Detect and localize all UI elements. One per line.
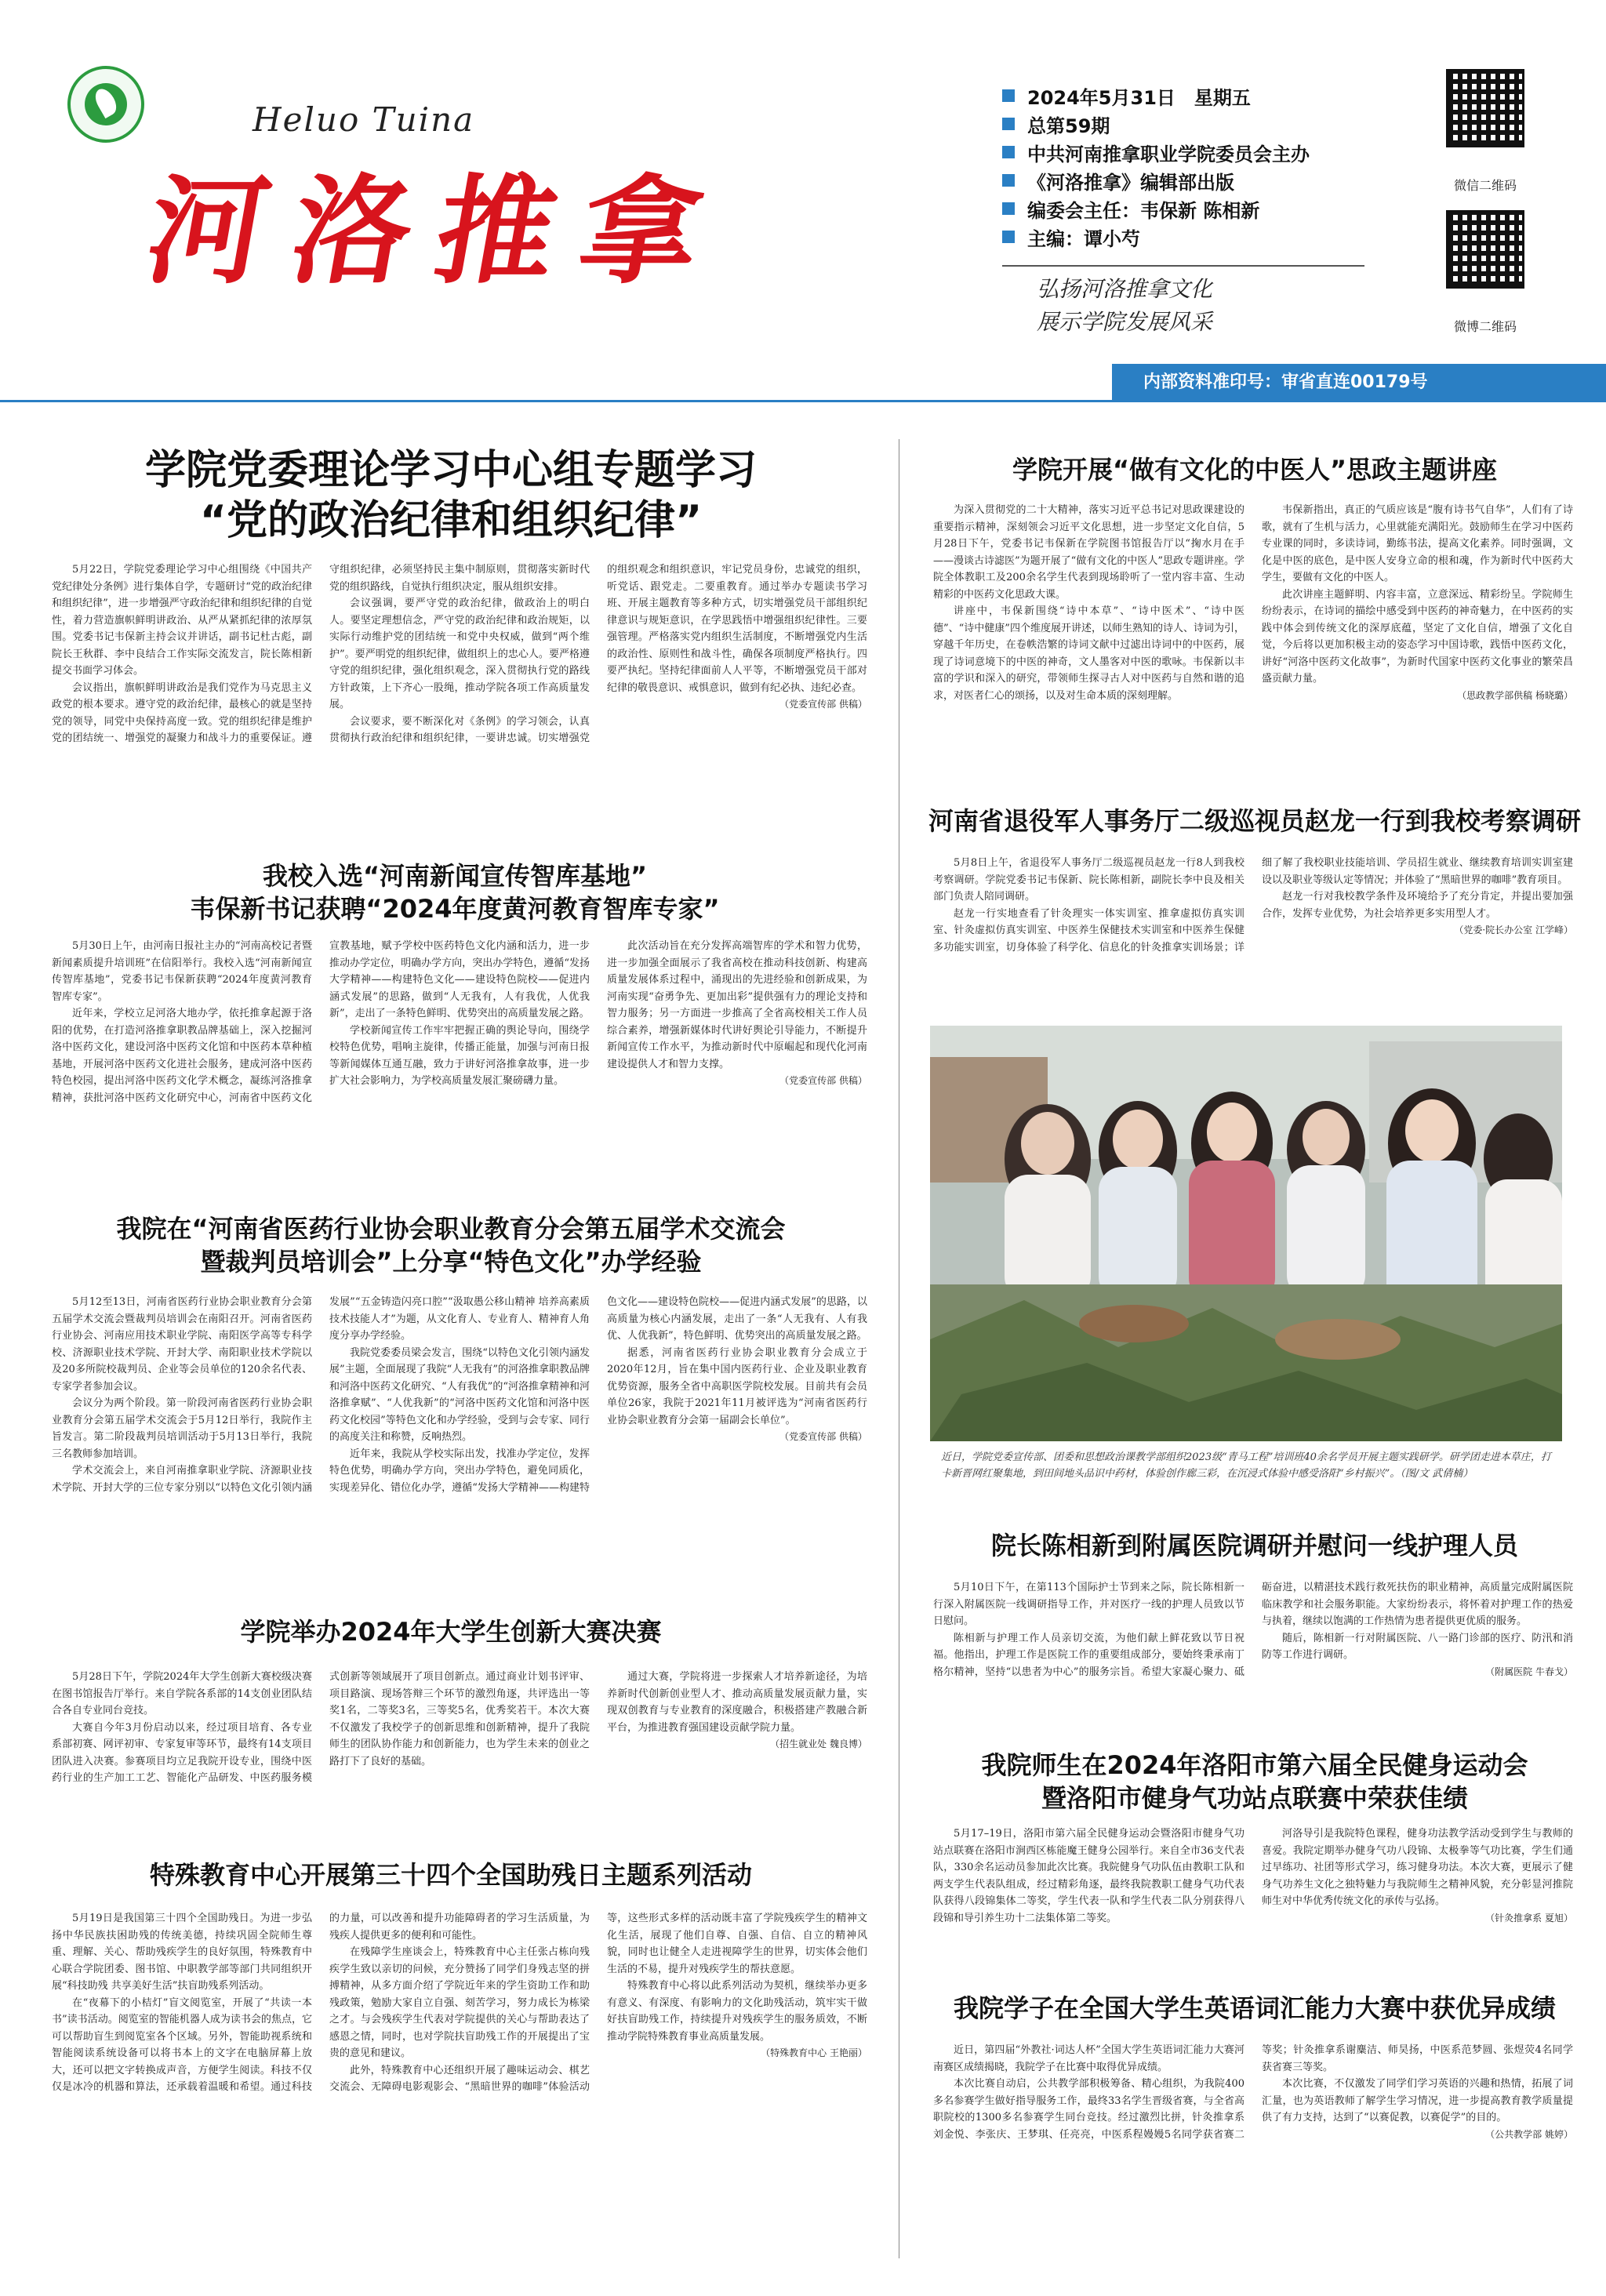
students-herbs-photo	[930, 1026, 1562, 1441]
article-title: 特殊教育中心开展第三十四个全国助残日主题系列活动	[149, 1860, 752, 1890]
photo-caption: 近日，学院党委宣传部、团委和思想政治课教学部组织2023级“青马工程”培训班40余名学员开展主题实践研学。研学团走进本草庄，打卡新晋网红聚集地，到田间地头品识中药材，体验创作廊三彩，在沉浸式体验中感受洛阳“乡村振兴”。（图/文 武倩楠）	[941, 1451, 1551, 1480]
wechat-qr-code[interactable]	[1446, 69, 1524, 147]
weibo-qr-code[interactable]	[1446, 210, 1524, 289]
article-body: 5月30日上午，由河南日报社主办的“河南高校记者暨新闻素质提升培训班”在信阳举行。我校入选“河南新闻宣传智库基地”，党委书记韦保新获聘“2024年度黄河教育智库专家”。 近年来，学校立足河洛大地办学，依托推拿起源于洛阳的优势，在打造河洛推拿职教品牌基础上，深入挖掘河洛中医药文化，建设河洛中医药文化馆和中医药本草种植基地，开展河洛中医药文化进社会服务，建成河洛中医药特色校园，提出河洛中医药文化学术概念，凝练河洛推拿精神，获批河洛中医药文化研究中心，河南省中医药文化宣教基地，赋予学校中医药特色文化内涵和活力，进一步推动办学定位，明确办学方向，突出办学特色，遵循“发扬大学精神——构建特色文化——建设特色院校——促进内涵式发展”的思路，做到“人无我有，人有我优，人优我新”，走出了一条特色鲜明、优势突出的高质量发展之路。 学校新闻宣传工作牢牢把握正确的舆论导向，围绕学校特色优势，唱响主旋律，传播正能量，加强与河南日报等新闻媒体互通互融，致力于讲好河洛推拿故事，进一步扩大社会影响力，为学校高质量发展汇聚磅礴力量。 此次活动旨在充分发挥高端智库的学术和智力优势，进一步加强全面展示了我省高校在推动科技创新、构建高质量发展体系过程中，涌现出的先进经验和创新成果，为河南实现“奋勇争先、更加出彩”提供强有力的理论支持和智力服务；另一方面进一步推高了全省高校相关工作人员综合素养，增强新媒体时代讲好舆论引导能力，不断提升新闻宣传工作水平，为推动新时代中原崛起和现代化河南建设提供人才和智力支撑。 （党委宣传部 供稿）	[52, 940, 867, 1104]
slogan-divider	[1002, 265, 1364, 267]
article-title: 院长陈相新到附属医院调研并慰问一线护理人员	[990, 1531, 1518, 1560]
bullet-square-icon	[1002, 89, 1015, 102]
masthead-meta	[1002, 82, 1310, 251]
article-title: 学院党委理论学习中心组专题学习 “党的政治纪律和组织纪律”	[144, 447, 757, 544]
wechat-qr-label: 微信二维码	[1453, 178, 1517, 193]
meta-chief-editor: 主编：谭小芍	[1002, 223, 1310, 251]
masthead-title: 河洛推拿	[136, 162, 739, 300]
college-logo	[67, 66, 144, 143]
meta-sponsor: 中共河南推拿职业学院委员会主办	[1002, 138, 1310, 166]
bullet-square-icon	[1002, 146, 1015, 158]
bullet-square-icon	[1002, 118, 1015, 130]
article-title: 我院学子在全国大学生英语词汇能力大赛中获优异成绩	[953, 1993, 1556, 2023]
article-body: 5月17–19日，洛阳市第六届全民健身运动会暨洛阳市健身气功站点联赛在洛阳市涧西区栋能魔王健身公园举行。来自全市36支代表队，330余名运动员参加此次比赛。我院健身气功队伍由教职工队和两支学生代表队组成，经过精彩角逐，最终我院教职工健身气功代表队获得八段锦集体二等奖，学生代表一队和学生代表二队分别获得八段锦和导引养生功十二法集体第二等奖。 河洛导引是我院特色课程，健身功法教学活动受到学生与教师的喜爱。我院定期举办健身气功八段锦、太极拳等气功比赛，学生们通过早练功、社团等形式学习，练习健身功法。本次大赛，更展示了健身气功养生文化之独特魅力与我院师生之精神风貌，充分彰显河推院师生对中华优秀传统文化的承传与弘扬。 （针灸推拿系 夏旭）	[933, 1828, 1573, 1924]
article-body: 近日，第四届“外教社·词达人杯”全国大学生英语词汇能力大赛河南赛区成绩揭晓，我院学子在比赛中取得优异成绩。 本次比赛自动启，公共教学部积极筹备、精心组织，为我院400多名参赛学生做好指导服务工作，最终33名学生晋级省赛，与全省高职院校的1300多名参赛学生同台竞技。经过激烈比拼，针灸推拿系刘金悦、李张庆、王梦琪、任亮亮，中医系程嫚嫚5名同学获省赛二等奖；针灸推拿系谢麋洁、师昊扬，中医系范梦圆、张煜荧4名同学获省赛三等奖。 本次比赛，不仅激发了同学们学习英语的兴趣和热情，拓展了词汇量，也为英语教师了解学生学习情况，进一步提高教育教学质量提供了有力支持，达到了“以赛促教，以赛促学”的目的。 （公共教学部 姚婷）	[933, 2044, 1573, 2141]
masthead-pinyin: Heluo Tuina	[253, 100, 475, 139]
slogan: 弘扬河洛推拿文化 展示学院发展风采	[1037, 276, 1213, 335]
permit-bar: 内部资料准印号：审省直连00179号	[1112, 364, 1606, 401]
article-title: 我院师生在2024年洛阳市第六届全民健身运动会 暨洛阳市健身气功站点联赛中荣获佳绩	[981, 1750, 1528, 1813]
article-title: 我院在“河南省医药行业协会职业教育分会第五届学术交流会 暨裁判员培训会”上分享“特色文化”办学经验	[116, 1214, 786, 1277]
article-title: 我校入选“河南新闻宣传智库基地” 韦保新书记获聘“2024年度黄河教育智库专家”	[190, 861, 720, 924]
article-body: 5月22日，学院党委理论学习中心组围绕《中国共产党纪律处分条例》进行集体自学，专题研讨“党的政治纪律和组织纪律”，进一步增强严守政治纪律和组织纪律的自觉性，着力营造旗帜鲜明讲政治、从严从紧抓纪律的浓厚氛围。党委书记韦保新主持会议并讲话，副书记杜古彪，副院长王秋群、李中良结合工作实际交流发言，院长陈相新提交书面学习体会。 会议指出，旗帜鲜明讲政治是我们党作为马克思主义政党的根本要求。遵守党的政治纪律，最核心的就是坚持党的领导，同党中央保持高度一致。党的组织纪律是维护党的团结统一、增强党的凝聚力和战斗力的重要保证。遵守组织纪律，必须坚持民主集中制原则，贯彻落实新时代党的组织路线，自觉执行组织决定，服从组织安排。 会议强调，要严守党的政治纪律，做政治上的明白人。要坚定理想信念，严守党的政治纪律和政治规矩，以实际行动维护党的团结统一和党中央权威，做到“两个维护”。要严明党的组织纪律，做组织上的忠心人。要严格遵守党的组织纪律，强化组织观念，深入贯彻执行党的路线方针政策，上下齐心一股绳，推动学院各项工作高质量发展。 会议要求，要不断深化对《条例》的学习领会，认真贯彻执行政治纪律和组织纪律，一要讲忠诚。切实增强党的组织观念和组织意识，牢记党员身份，忠诚党的组织，听党话、跟党走。二要重教育。通过举办专题读书学习班、开展主题教育等多种方式，切实增强党员干部组织纪律意识与规矩意识，在学思践悟中增强组织纪律性。三要强管理。严格落实党内组织生活制度，不断增强党内生活的政治性、原则性和战斗性，确保各项制度严格执行。四要严执纪。坚持纪律面前人人平等，不断增强党员干部对纪律的敬畏意识、戒惧意识，做到有纪必执、违纪必查。 （党委宣传部 供稿）	[52, 564, 867, 744]
article-body: 5月8日上午，省退役军人事务厅二级巡视员赵龙一行8人到我校考察调研。学院党委书记韦保新、院长陈相新，副院长李中良及相关部门负责人陪同调研。 赵龙一行实地查看了针灸理实一体实训室、推拿虚拟仿真实训室、针灸虚拟仿真实训室、中医养生保健技术实训室和中医养生保健多功能实训室，切身体验了科学化、信息化的针灸推拿实训场景；详细了解了我校职业技能培训、学员招生就业、继续教育培训实训室建设以及职业等级认定等情况；并体验了“黑暗世界的咖啡”教育项目。 赵龙一行对我校教学条件及环境给予了充分肯定，并提出要加强合作，发挥专业优势，为社会培养更多实用型人才。 （党委·院长办公室 江学峰）	[933, 857, 1573, 954]
masthead-rule	[0, 400, 1606, 402]
article-body: 5月12至13日，河南省医药行业协会职业教育分会第五届学术交流会暨裁判员培训会在南阳召开。河南省医药行业协会、河南应用技术职业学院、南阳医学高等专科学校、济源职业技术学院、开封大学、南阳职业技术学院以及20多所院校裁判员、企业等会员单位的120余名代表、专家学者参加会议。 会议分为两个阶段。第一阶段河南省医药行业协会职业教育分会第五届学术交流会于5月12日举行，我院作主旨发言。第二阶段裁判员培训活动于5月13日举行，我院三名教师参加培训。 学术交流会上，来自河南推拿职业学院、济源职业技术学院、开封大学的三位专家分别以“以特色文化引领内涵发展”“五金铸造闪亮口腔”“汲取愚公移山精神 培养高素质技术技能人才”为题，从文化育人、专业育人、精神育人角度分享办学经验。 我院党委委员梁会发言，围绕“以特色文化引领内涵发展”主题，全面展现了我院“人无我有”的河洛推拿职教品牌和河洛中医药文化研究、“人有我优”的“河洛推拿精神和河洛推拿赋”、“人优我新”的“河洛中医药文化馆和河洛中医药文化校园”等特色文化和办学经验，受到与会专家、同行的高度关注和称赞，反响热烈。 近年来，我院从学校实际出发，找准办学定位，发挥特色优势，明确办学方向，突出办学特色，避免同质化，实现差异化、错位化办学，遵循“发扬大学精神——构建特色文化——建设特色院校——促进内涵式发展”的思路，以高质量为核心内涵发展，走出了一条“人无我有、人有我优、人优我新”，特色鲜明、优势突出的高质量发展之路。 据悉，河南省医药行业协会职业教育分会成立于2020年12月，旨在集中国内医药行业、企业及职业教育优势资源，服务全省中高职医学院校发展。目前共有会员单位26家，我院于2021年11月被评选为“河南省医药行业协会职业教育分会第一届副会长单位”。 （党委宣传部 供稿）	[52, 1296, 867, 1494]
meta-issue: 总第59期	[1002, 110, 1310, 138]
weibo-qr-label: 微博二维码	[1453, 319, 1517, 334]
meta-editorial-board: 编委会主任：韦保新 陈相新	[1002, 194, 1310, 223]
article-title: 学院开展“做有文化的中医人”思政主题讲座	[1012, 455, 1498, 485]
bullet-square-icon	[1002, 174, 1015, 187]
meta-publisher: 《河洛推拿》编辑部出版	[1002, 166, 1310, 194]
meta-date: 2024年5月31日 星期五	[1002, 82, 1310, 110]
article-body: 5月28日下午，学院2024年大学生创新大赛校级决赛在图书馆报告厅举行。来自学院各系部的14支创业团队结合各自专业同台竞技。 大赛自今年3月份启动以来，经过项目培育、各专业系部初赛、网评初审、专家复审等环节，最终有14支项目团队进入决赛。参赛项目均立足我院开设专业，围绕中医药行业的生产加工工艺、智能化产品研发、中医药服务模式创新等领域展开了项目创新点。通过商业计划书评审、项目路演、现场答辩三个环节的激烈角逐，共评选出一等奖1名，二等奖3名，三等奖5名，优秀奖若干。本次大赛不仅激发了我校学子的创新思维和创新精神，提升了我院师生的团队协作能力和创新能力，也为学生未来的创业之路打下了良好的基础。 通过大赛，学院将进一步探索人才培养新途径，为培养新时代创新创业型人才、推动高质量发展贡献力量，实现双创教育与专业教育的深度融合，积极搭建产教融合新平台，为推进教育强国建设贡献学院力量。 （招生就业处 魏良博）	[52, 1671, 867, 1784]
article-body: 为深入贯彻党的二十大精神，落实习近平总书记对思政课建设的重要指示精神，深刻领会习近平文化思想，进一步坚定文化自信，5月28日下午，党委书记韦保新在学院图书馆报告厅以“掬水月在手——漫谈古诗滤医”为题开展了“做有文化的中医人”思政专题讲座。学院全体教职工及200余名学生代表到现场聆听了一堂内容丰富、生动精彩的中医药文化思政大课。 讲座中，韦保新围绕“诗中本草”、“诗中医术”、“诗中医德”、“诗中健康”四个维度展开讲述，以师生熟知的诗人、诗词为引，穿越千年历史，在卷帙浩繁的诗词文献中过滤出诗词中的中医药，展现了诗词意境下的中医的神奇，文人墨客对中医的歌咏。韦保新以丰富的学识和深入的研究，带领师生探寻古人对中医药与自然和谐的追求，对医者仁心的颂扬，以及对生命本质的深刻理解。 韦保新指出，真正的气质应该是“腹有诗书气自华”，人们有了诗歌，就有了生机与活力，心里就能充满阳光。鼓励师生在学习中医药专业课的同时，多读诗词，勤练书法，提高文化素养。同时强调，文化是中医的底色，是中医人安身立命的根和魂，作为新时代中医药大学生，要做有文化的中医人。 此次讲座主题鲜明、内容丰富，立意深远、精彩纷呈。学院师生纷纷表示，在诗词的描绘中感受到中医药的神奇魅力，在中医药的实践中体会到传统文化的深厚底蕴，坚定了文化自信，增强了文化自觉，今后将以更加积极主动的姿态学习中国诗歌，践悟中医药文化，讲好“河洛中医药文化故事”，为新时代国家中医药文化事业的繁荣昌盛贡献力量。 （思政教学部供稿 杨晓璐）	[933, 504, 1573, 702]
news-photo	[930, 1026, 1562, 1441]
article-body: 5月19日是我国第三十四个全国助残日。为进一步弘扬中华民族扶困助残的传统美德，持续巩固全院师生尊重、理解、关心、帮助残疾学生的良好氛围，特殊教育中心联合学院团委、图书馆、中职教学部等部门共同组织开展“科技助残 共享美好生活”扶盲助残系列活动。 在“夜幕下的小桔灯”盲文阅览室，开展了“共读一本书”读书活动。阅览室的智能机器人成为读书会的焦点，它可以帮助盲生到阅览室各个区域。另外，智能助视系统和智能阅读系统设备可以将书本上的文字在电脑屏幕上放大，还可以把文字转换成声音，方便学生阅读。科技不仅仅是冰冷的机器和算法，还承载着温暖和希望。通过科技的力量，可以改善和提升功能障碍者的学习生活质量，为残疾人提供更多的便利和可能性。 在残障学生座谈会上，特殊教育中心主任张占栋向残疾学生致以亲切的问候，充分赞扬了同学们身残志坚的拼搏精神，从多方面介绍了学院近年来的学生资助工作和助残政策，勉励大家自立自强、刻苦学习，努力成长为栋梁之才。与会残疾学生代表对学院提供的关心与帮助表达了感恩之情，同时，也对学院扶盲助残工作的开展提出了宝贵的意见和建议。 此外，特殊教育中心还组织开展了趣味运动会、棋艺交流会、无障碍电影观影会、“黑暗世界的咖啡”体验活动等，这些形式多样的活动既丰富了学院残疾学生的精神文化生活，展现了他们自尊、自强、自信、自立的精神风貌，同时也让健全人走进视障学生的世界，切实体会他们生活的不易，提升对残疾学生的帮扶意愿。 特殊教育中心将以此系列活动为契机，继续举办更多有意义、有深度、有影响力的文化助残活动，筑牢实干做好扶盲助残工作，持续提升对残疾学生的服务质效，不断推动学院特殊教育事业高质量发展。 （特殊教育中心 王艳丽）	[52, 1913, 867, 2093]
bullet-square-icon	[1002, 231, 1015, 243]
article-body: 5月10日下午，在第113个国际护士节到来之际，院长陈相新一行深入附属医院一线调研指导工作，并对医疗一线的护理人员致以节日慰问。 陈相新与护理工作人员亲切交流，为他们献上鲜花致以节日祝福。他指出，护理工作是医院工作的重要组成部分，要始终秉承南丁格尔精神，坚持“以患者为中心”的服务宗旨。希望大家凝心聚力、砥砺奋进，以精湛技术践行救死扶伤的职业精神，高质量完成附属医院临床教学和社会服务职能。大家纷纷表示，将怀着对护理工作的热爱与执着，继续以饱满的工作热情为患者提供更优质的服务。 随后，陈相新一行对附属医院、八一路门诊部的医疗、防汛和消防等工作进行调研。 （附属医院 牛春戈）	[933, 1582, 1573, 1678]
article-title: 学院举办2024年大学生创新大赛决赛	[240, 1617, 662, 1647]
article-title: 河南省退役军人事务厅二级巡视员赵龙一行到我校考察调研	[928, 806, 1581, 836]
bullet-square-icon	[1002, 202, 1015, 215]
